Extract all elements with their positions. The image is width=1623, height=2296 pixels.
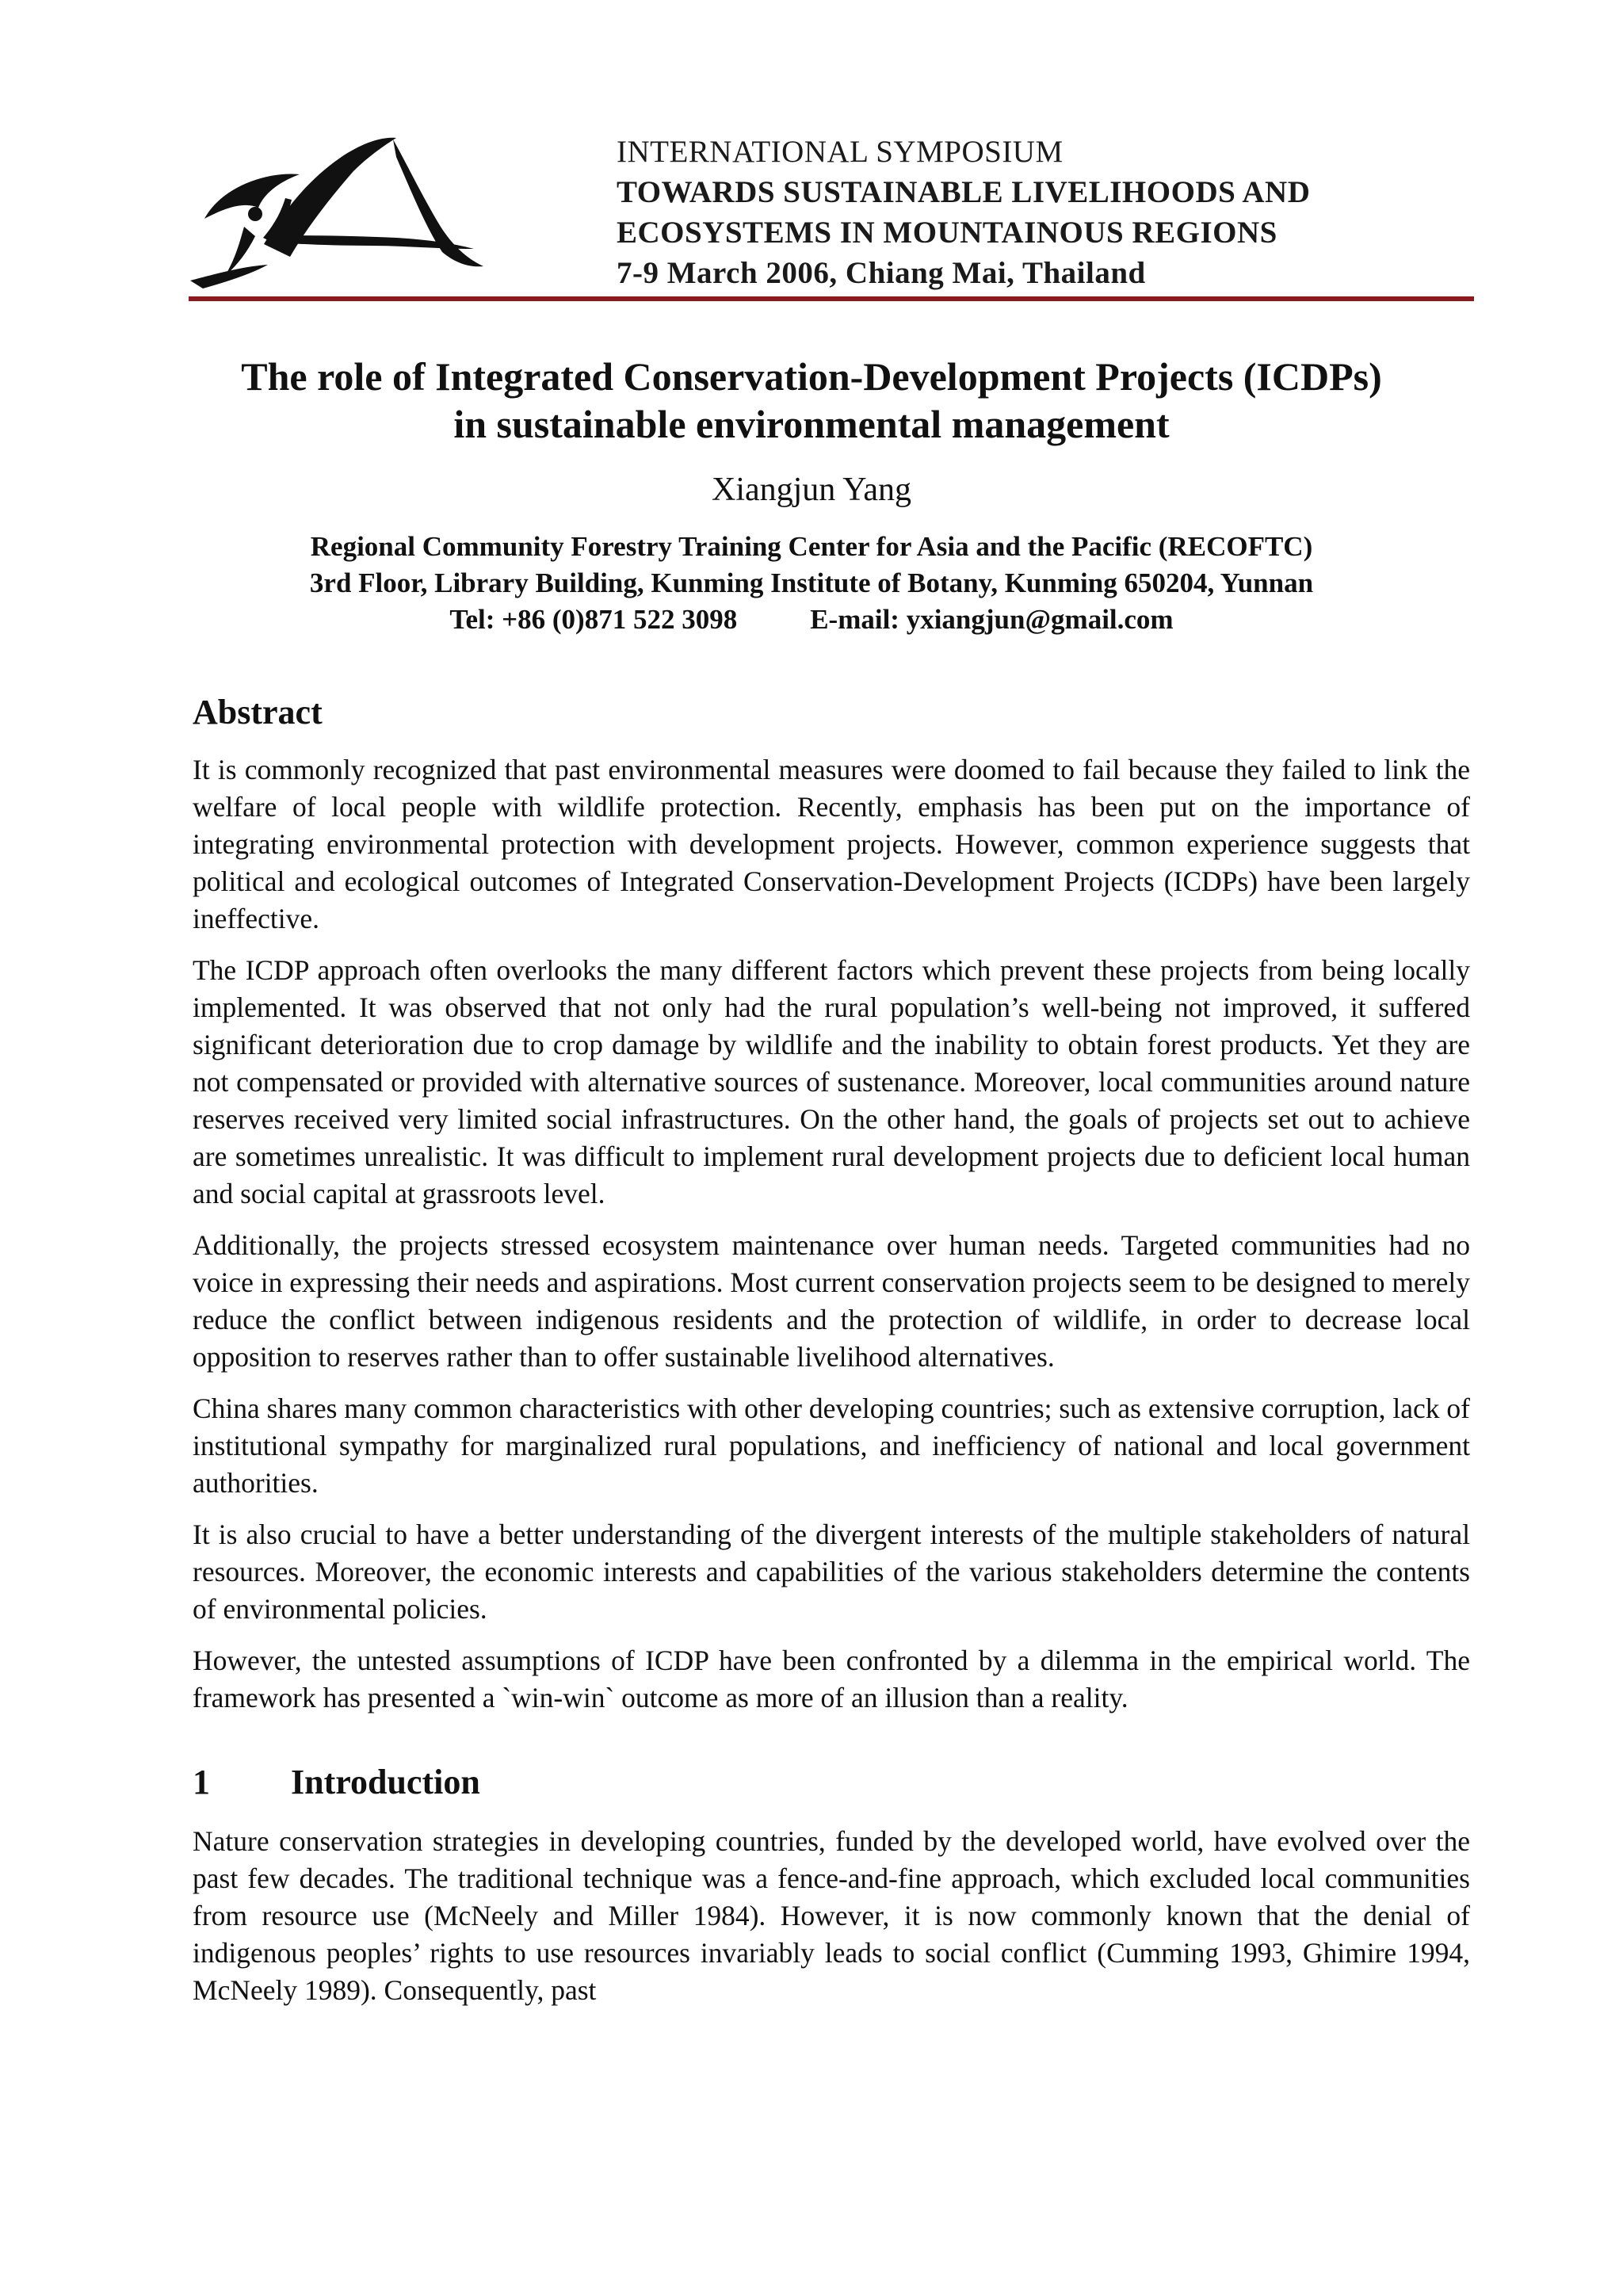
paper-body xyxy=(193,691,1470,2009)
paper-title xyxy=(127,353,1496,448)
symposium-line-2: TOWARDS SUSTAINABLE LIVELIHOODS AND xyxy=(617,175,1311,209)
contact-line xyxy=(127,602,1496,638)
section-number: 1 xyxy=(193,1763,210,1801)
affiliation-line-1: Regional Community Forestry Training Center for Asia and the Pacific (RECOFTC) xyxy=(310,531,1313,562)
email: E-mail: yxiangjun@gmail.com xyxy=(810,604,1174,635)
affiliation-line-2: 3rd Floor, Library Building, Kunming Institute of Botany, Kunming 650204, Yunnan xyxy=(309,567,1314,598)
author-name: Xiangjun Yang xyxy=(711,472,912,508)
symposium-header xyxy=(189,119,1474,303)
introduction-paragraph: Nature conservation strategies in developing countries, funded by the developed world, have evolved over the past few decades. The traditional technique was a fence-and-fine approach, which excluded local communities from resource use (McNeely and Miller 1984). However, it is now commonly known that the denial of indigenous peoples’ rights to use resources invariably leads to social conflict (Cumming 1993, Ghimire 1994, McNeely 1989). Consequently, past xyxy=(193,1825,1470,2006)
section-title: Introduction xyxy=(291,1763,480,1801)
abstract-paragraph: However, the untested assumptions of ICDP have been confronted by a dilemma in the empirical world. The framework has presented a `win-win` outcome as more of an illusion than a reality. xyxy=(193,1645,1470,1713)
abstract-heading: Abstract xyxy=(193,693,323,732)
symposium-title xyxy=(617,132,1310,293)
paper-title-line-2: in sustainable environmental management xyxy=(453,402,1170,446)
abstract-paragraph: It is commonly recognized that past environmental measures were doomed to fail because they failed to link the welfare of local people with wildlife protection. Recently, emphasis has been put on the importance of integrating environmental protection with development projects. However, common experience suggests that political and ecological outcomes of Integrated Conservation-Development Projects (ICDPs) have been largely ineffective. xyxy=(193,754,1470,934)
abstract-paragraph: The ICDP approach often overlooks the many different factors which prevent these projects from being locally implemented. It was observed that not only had the rural population’s well-being not improved, it suffered significant deterioration due to crop damage by wildlife and the inability to obtain forest products. Yet they are not compensated or provided with alternative sources of sustenance. Moreover, local communities around nature reserves received very limited social infrastructures. On the other hand, the goals of projects set out to achieve are sometimes unrealistic. It was difficult to implement rural development projects due to deficient local human and social capital at grassroots level. xyxy=(193,954,1470,1209)
introduction-heading xyxy=(193,1761,1470,1804)
symposium-line-1: INTERNATIONAL SYMPOSIUM xyxy=(617,135,1064,169)
symposium-line-3: ECOSYSTEMS IN MOUNTAINOUS REGIONS xyxy=(617,216,1277,250)
mountain-brush-logo-icon xyxy=(189,125,498,292)
abstract-paragraph: It is also crucial to have a better understanding of the divergent interests of the multiple stakeholders of natural resources. Moreover, the economic interests and capabilities of the various stakeholders determine the contents of environmental policies. xyxy=(193,1519,1470,1625)
telephone: Tel: +86 (0)871 522 3098 xyxy=(449,604,738,635)
abstract-paragraph: China shares many common characteristics with other developing countries; such as extensive corruption, lack of institutional sympathy for marginalized rural populations, and inefficiency of national and local government authorities. xyxy=(193,1392,1470,1499)
symposium-date-location: 7-9 March 2006, Chiang Mai, Thailand xyxy=(617,256,1146,290)
header-divider xyxy=(189,296,1474,301)
paper-title-line-1: The role of Integrated Conservation-Development Projects (ICDPs) xyxy=(241,354,1382,399)
author-affiliation xyxy=(127,529,1496,638)
abstract-paragraph: Additionally, the projects stressed ecosystem maintenance over human needs. Targeted communities had no voice in expressing their needs and aspirations. Most current conservation projects seem to be designed to merely reduce the conflict between indigenous residents and the protection of wildlife, in order to decrease local opposition to reserves rather than to offer sustainable livelihood alternatives. xyxy=(193,1229,1470,1373)
